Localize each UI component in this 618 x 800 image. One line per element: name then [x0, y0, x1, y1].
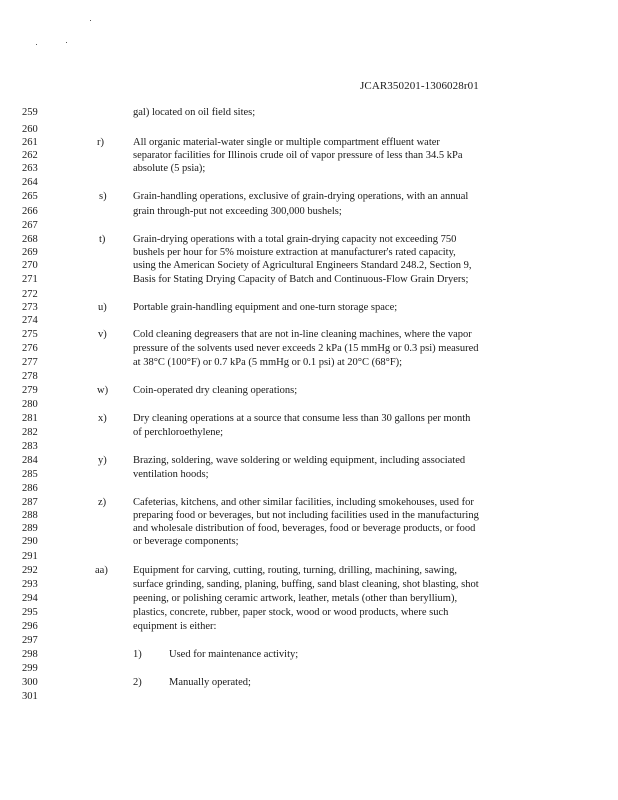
item-label: y) — [98, 455, 107, 466]
item-text-line: separator facilities for Illinois crude oil of vapor pressure of less than 34.5 kPa — [133, 150, 463, 161]
item-text-line: surface grinding, sanding, planing, buffing, sand blast cleaning, shot blasting, shot — [133, 579, 479, 590]
line-number: 286 — [22, 483, 38, 494]
subitem-text-line: Manually operated; — [169, 677, 251, 688]
item-text-line: and wholesale distribution of food, beverages, food or beverage products, or food — [133, 523, 476, 534]
line-number: 266 — [22, 206, 38, 217]
line-number: 282 — [22, 427, 38, 438]
item-label: r) — [97, 137, 104, 148]
item-text-line: Portable grain-handling equipment and one-turn storage space; — [133, 302, 398, 313]
line-number: 287 — [22, 497, 38, 508]
line-number: 261 — [22, 137, 38, 148]
line-number: 283 — [22, 441, 38, 452]
item-text-line: preparing food or beverages, but not including facilities used in the manufacturing — [133, 510, 479, 521]
line-number: 273 — [22, 302, 38, 313]
line-number: 274 — [22, 315, 38, 326]
line-number: 277 — [22, 357, 38, 368]
line-number: 271 — [22, 274, 38, 285]
line-number: 278 — [22, 371, 38, 382]
item-text-line: peening, or polishing ceramic artwork, leather, metals (other than beryllium), — [133, 593, 458, 604]
item-text-line: grain through-put not exceeding 300,000 bushels; — [133, 206, 342, 217]
item-text-line: plastics, concrete, rubber, paper stock, wood or wood products, where such — [133, 607, 449, 618]
item-text-line: absolute (5 psia); — [133, 163, 206, 174]
line-number: 295 — [22, 607, 38, 618]
line-number: 279 — [22, 385, 38, 396]
line-number: 293 — [22, 579, 38, 590]
item-label: aa) — [95, 565, 108, 576]
line-number: 290 — [22, 536, 38, 547]
item-text-line: equipment is either: — [133, 621, 217, 632]
line-number: 270 — [22, 260, 38, 271]
item-text-line: ventilation hoods; — [133, 469, 209, 480]
line-number: 267 — [22, 220, 38, 231]
item-text-line: or beverage components; — [133, 536, 239, 547]
line-number: 262 — [22, 150, 38, 161]
item-label: t) — [99, 234, 106, 245]
line-number: 260 — [22, 124, 38, 135]
item-text-line: Dry cleaning operations at a source that consume less than 30 gallons per month — [133, 413, 471, 424]
line-number: 275 — [22, 329, 38, 340]
subitem-text-line: Used for maintenance activity; — [169, 649, 299, 660]
line-number: 263 — [22, 163, 38, 174]
line-number: 288 — [22, 510, 38, 521]
item-text-line: using the American Society of Agricultural Engineers Standard 248.2, Section 9, — [133, 260, 472, 271]
subitem-label: 1) — [133, 649, 142, 660]
item-label: z) — [98, 497, 107, 508]
line-number: 289 — [22, 523, 38, 534]
item-text-line: pressure of the solvents used never exceeds 2 kPa (15 mmHg or 0.3 psi) measured — [133, 343, 479, 354]
line-number: 281 — [22, 413, 38, 424]
line-number: 299 — [22, 663, 38, 674]
line-number: 259 — [22, 107, 38, 118]
line-number: 300 — [22, 677, 38, 688]
item-text-line: Equipment for carving, cutting, routing, turning, drilling, machining, sawing, — [133, 565, 457, 576]
line-number: 285 — [22, 469, 38, 480]
line-number: 265 — [22, 191, 38, 202]
item-label: u) — [98, 302, 107, 313]
item-label: v) — [98, 329, 107, 340]
line-number: 264 — [22, 177, 38, 188]
line-number: 280 — [22, 399, 38, 410]
item-text-line: Grain-handling operations, exclusive of grain-drying operations, with an annual — [133, 191, 469, 202]
scan-speck — [36, 44, 37, 45]
document-id: JCAR350201-1306028r01 — [360, 80, 479, 92]
item-label: x) — [98, 413, 107, 424]
item-label: s) — [99, 191, 107, 202]
item-text-line: bushels per hour for 5% moisture extraction at manufacturer's rated capacity, — [133, 247, 456, 258]
line-number: 294 — [22, 593, 38, 604]
item-text-line: All organic material-water single or multiple compartment effluent water — [133, 137, 440, 148]
scan-speck — [90, 20, 91, 21]
item-text-line: gal) located on oil field sites; — [133, 107, 256, 118]
line-number: 297 — [22, 635, 38, 646]
line-number: 269 — [22, 247, 38, 258]
line-number: 276 — [22, 343, 38, 354]
line-number: 301 — [22, 691, 38, 702]
item-text-line: Brazing, soldering, wave soldering or welding equipment, including associated — [133, 455, 466, 466]
item-text-line: of perchloroethylene; — [133, 427, 224, 438]
line-number: 272 — [22, 289, 38, 300]
item-label: w) — [97, 385, 109, 396]
line-number: 268 — [22, 234, 38, 245]
line-number: 296 — [22, 621, 38, 632]
item-text-line: Cold cleaning degreasers that are not in-line cleaning machines, where the vapor — [133, 329, 472, 340]
item-text-line: Cafeterias, kitchens, and other similar facilities, including smokehouses, used for — [133, 497, 474, 508]
line-number: 292 — [22, 565, 38, 576]
item-text-line: Coin-operated dry cleaning operations; — [133, 385, 298, 396]
line-number: 291 — [22, 551, 38, 562]
item-text-line: Grain-drying operations with a total grain-drying capacity not exceeding 750 — [133, 234, 457, 245]
scan-speck — [66, 42, 67, 43]
item-text-line: Basis for Stating Drying Capacity of Batch and Continuous-Flow Grain Dryers; — [133, 274, 469, 285]
subitem-label: 2) — [133, 677, 142, 688]
item-text-line: at 38°C (100°F) or 0.7 kPa (5 mmHg or 0.1 psi) at 20°C (68°F); — [133, 357, 403, 368]
line-number: 298 — [22, 649, 38, 660]
line-number: 284 — [22, 455, 38, 466]
